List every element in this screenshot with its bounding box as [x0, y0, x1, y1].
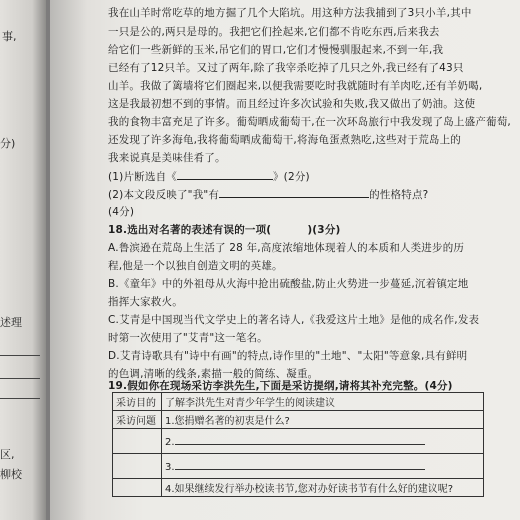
answer-line[interactable] [175, 459, 425, 470]
answer-number: 2. [165, 437, 175, 448]
question-19-title: 19.假如你在现场采访李洪先生,下面是采访提纲,请将其补充完整。(4分) [108, 380, 453, 392]
q17-2-prefix: (2)本文段反映了"我"有 [108, 189, 220, 201]
passage-line: 这是我最初想不到的事情。而且经过许多次试验和失败,我又做出了奶油。这使 [108, 98, 476, 110]
passage-line: 还发现了许多海龟,我将葡萄晒成葡萄干,将海龟蛋煮熟吃,这些对于荒岛上的 [108, 134, 462, 146]
left-page-fragment: 事, [2, 30, 17, 43]
table-answer-cell [162, 454, 484, 479]
q18-option: D.艾青诗歌具有"诗中有画"的特点,诗作里的"土地"、"太阳"等意象,具有鲜明 [108, 350, 468, 362]
table-value: 1.您捐赠名著的初衷是什么? [162, 411, 484, 429]
passage-line: 我在山羊时常吃草的地方掘了几个大陷坑。用这种方法我捕到了3只小羊,其中 [108, 7, 472, 19]
left-page [0, 0, 46, 520]
left-page-fragment: 分) [0, 137, 16, 150]
q18-option: 时第一次使用了"艾青"这一笔名。 [108, 332, 268, 344]
left-page-line [0, 398, 40, 399]
passage-line: 一只是公的,两只是母的。我把它们拴起来,它们都不肯吃东西,后来我去 [108, 26, 440, 38]
left-page-fragment: 区, [0, 448, 15, 461]
passage-line: 山羊。我做了篱墙将它们圈起来,以便我需要吃时我就随时有羊肉吃,还有羊奶喝, [108, 80, 483, 92]
answer-number: 3. [165, 462, 175, 473]
table-row [113, 429, 484, 454]
q17-1-suffix: 》(2分) [272, 171, 310, 183]
q18-option: A.鲁滨逊在荒岛上生活了 28 年,高度浓缩地体现着人的本质和人类进步的历 [108, 242, 465, 254]
q17-2-points: (4分) [108, 206, 135, 218]
table-row [113, 411, 484, 429]
passage-line: 我的食物丰富充足了许多。葡萄晒成葡萄干,在一次环岛旅行中我发现了岛上盛产葡萄, [108, 116, 511, 128]
table-key [113, 454, 162, 479]
question-17-2 [108, 186, 428, 202]
exam-page [50, 0, 520, 520]
table-row [113, 393, 484, 411]
answer-blank[interactable] [177, 168, 273, 180]
left-page-fragment: 柳校 [0, 468, 22, 481]
q17-1-prefix: (1)片断选自《 [108, 171, 177, 183]
table-row [113, 454, 484, 479]
q17-2-suffix: 的性格特点? [369, 189, 429, 201]
answer-blank[interactable] [271, 222, 307, 233]
passage-line: 已经有了12只羊。又过了两年,除了我宰杀吃掉了几只之外,我已经有了43只 [108, 62, 464, 74]
table-answer-cell [162, 429, 484, 454]
table-value: 4.如果继续发行举办校读书节,您对办好读书节有什么好的建议呢? [162, 479, 484, 497]
table-key [113, 479, 162, 497]
answer-line[interactable] [175, 434, 425, 445]
table-value: 了解李洪先生对青少年学生的阅读建议 [162, 393, 484, 411]
left-page-fragment: 述理 [0, 316, 22, 329]
q18-option: 指挥大家救火。 [108, 296, 183, 308]
q18-option: 程,他是一个以独自创造文明的英雄。 [108, 260, 283, 272]
passage-line: 我来说真是美味佳肴了。 [108, 152, 226, 164]
question-18-title [108, 222, 341, 237]
answer-blank[interactable] [219, 186, 369, 198]
question-17-1 [108, 168, 310, 184]
passage-line: 给它们一些新鲜的玉米,吊它们的胃口,它们才慢慢驯服起来,不到一年,我 [108, 44, 444, 56]
q18-option: B.《童年》中的外祖母从火海中抢出硫酸盐,防止火势进一步蔓延,沉着镇定地 [108, 278, 469, 290]
table-key: 采访问题 [113, 411, 162, 429]
q18-option: 的色调,清晰的线条,素描一般的简练、凝重。 [108, 368, 319, 380]
interview-outline-table [112, 392, 484, 497]
table-row [113, 479, 484, 497]
left-page-line [0, 378, 40, 379]
table-key [113, 429, 162, 454]
table-key: 采访目的 [113, 393, 162, 411]
q18-option: C.艾青是中国现当代文学史上的著名诗人,《我爱这片土地》是他的成名作,发表 [108, 314, 480, 326]
q18-title: 18.选出对名著的表述有误的一项( [108, 224, 272, 236]
left-page-line [0, 355, 40, 356]
q18-title-end: )(3分) [307, 224, 341, 236]
